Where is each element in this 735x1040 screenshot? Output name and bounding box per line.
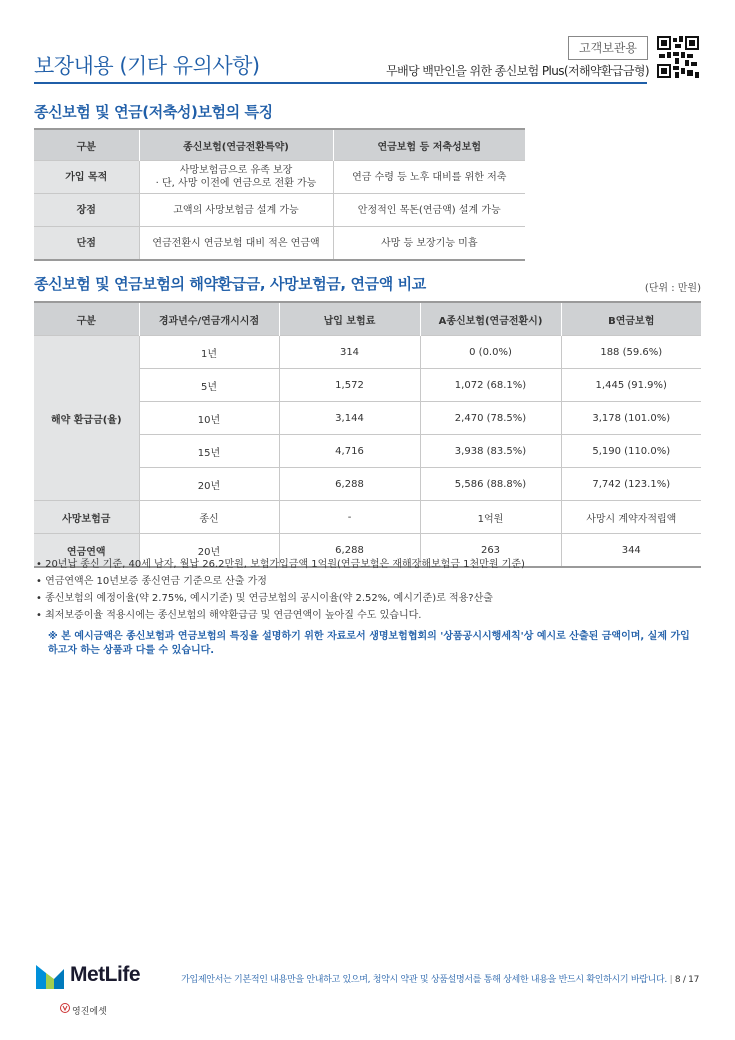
column-header: B연금보험	[561, 302, 701, 336]
table-cell: 안정적인 목돈(연금액) 설계 가능	[333, 194, 525, 227]
table-cell: 6,288	[279, 534, 420, 568]
feature-table	[34, 128, 525, 261]
note-item: • 20년납 종신 기준, 40세 남자, 월납 26.2만원, 보험가입금액 1억원(연금보험은 재해장해보험금 1천만원 기준)	[36, 556, 525, 573]
table-cell	[139, 161, 333, 194]
row-label: 가입 목적	[34, 161, 139, 194]
table-cell: 263	[420, 534, 561, 568]
product-name: 무배당 백만인을 위한 종신보험 Plus(저해약환급금형)	[386, 64, 649, 78]
table-cell: 3,144	[279, 402, 420, 435]
agency-emblem-icon	[60, 1002, 70, 1014]
table-cell: 4,716	[279, 435, 420, 468]
disclaimer-warning: ※ 본 예시금액은 종신보험과 연금보험의 특징을 설명하기 위한 자료로서 생명보험협회의 '상품공시시행세칙'상 예시로 산출된 금액이며, 실제 가입하고자 하는 상품과 다를 수 있습니다.	[48, 631, 690, 656]
table-header-row	[34, 302, 701, 336]
note-item: • 최저보증이율 적용시에는 종신보험의 해약환급금 및 연금연액이 높아질 수도 있습니다.	[36, 607, 525, 624]
table-cell: 1억원	[420, 501, 561, 534]
table-cell: 고액의 사망보험금 설계 가능	[139, 194, 333, 227]
section2-heading: 종신보험 및 연금보험의 해약환급금, 사망보험금, 연금액 비교	[34, 275, 426, 293]
table-cell: 연금전환시 연금보험 대비 적은 연금액	[139, 227, 333, 261]
note-item: • 종신보험의 예정이율(약 2.75%, 예시기준) 및 연금보험의 공시이율(약 2.52%, 예시기준)로 적용?산출	[36, 590, 525, 607]
table-cell: 5,190 (110.0%)	[561, 435, 701, 468]
table-cell: 20년	[139, 468, 279, 501]
page-title: 보장내용 (기타 유의사항)	[34, 54, 260, 78]
table-cell: 15년	[139, 435, 279, 468]
table-header-row	[34, 129, 525, 161]
table-cell: 3,938 (83.5%)	[420, 435, 561, 468]
metlife-logo: MetLife	[70, 963, 140, 986]
table-row	[34, 194, 525, 227]
table-cell: 188 (59.6%)	[561, 336, 701, 369]
table-cell: 7,742 (123.1%)	[561, 468, 701, 501]
table-cell: 344	[561, 534, 701, 568]
section1-heading: 종신보험 및 연금(저축성)보험의 특징	[34, 103, 273, 121]
note-item: • 연금연액은 10년보증 종신연금 기준으로 산출 가정	[36, 573, 525, 590]
unit-label: (단위 : 만원)	[644, 283, 701, 294]
notes-list	[36, 556, 525, 624]
table-cell: 연금 수령 등 노후 대비를 위한 저축	[333, 161, 525, 194]
column-header: 연금보험 등 저축성보험	[333, 129, 525, 161]
cell-line: · 단, 사망 이전에 연금으로 전환 가능	[155, 178, 317, 189]
page-number: 8 / 17	[674, 975, 699, 985]
table-row	[34, 161, 525, 194]
column-header: 납입 보험료	[279, 302, 420, 336]
column-header: 구분	[34, 129, 139, 161]
table-cell: 0 (0.0%)	[420, 336, 561, 369]
table-cell: -	[279, 501, 420, 534]
table-cell: 1년	[139, 336, 279, 369]
title-rule	[34, 82, 647, 84]
table-cell: 1,572	[279, 369, 420, 402]
table-cell: 5년	[139, 369, 279, 402]
table-cell: 1,445 (91.9%)	[561, 369, 701, 402]
column-header: 구분	[34, 302, 139, 336]
comparison-table	[34, 301, 701, 568]
row-label: 단점	[34, 227, 139, 261]
column-header: A종신보험(연금전환시)	[420, 302, 561, 336]
table-row	[34, 501, 701, 534]
table-cell: 사망 등 보장기능 미흡	[333, 227, 525, 261]
qr-code-icon	[657, 36, 699, 78]
footer-notice: 가입제안서는 기본적인 내용만을 안내하고 있으며, 청약시 약관 및 상품설명서를 통해 상세한 내용을 반드시 확인하시기 바랍니다. | 8 / 17	[181, 975, 699, 985]
metlife-logo-icon	[36, 965, 64, 989]
table-cell: 20년	[139, 534, 279, 568]
row-label: 해약 환급금(율)	[34, 336, 139, 501]
table-cell: 3,178 (101.0%)	[561, 402, 701, 435]
customer-copy-badge: 고객보관용	[568, 36, 648, 60]
row-label: 사망보험금	[34, 501, 139, 534]
table-row	[34, 227, 525, 261]
table-row	[34, 336, 701, 369]
table-cell: 5,586 (88.8%)	[420, 468, 561, 501]
agency-logo: 영진에셋	[72, 1007, 107, 1017]
table-cell: 6,288	[279, 468, 420, 501]
table-cell: 사망시 계약자적립액	[561, 501, 701, 534]
row-label: 연금연액	[34, 534, 139, 568]
column-header: 경과년수/연금개시시점	[139, 302, 279, 336]
footer-notice-text: 가입제안서는 기본적인 내용만을 안내하고 있으며, 청약시 약관 및 상품설명서를 통해 상세한 내용을 반드시 확인하시기 바랍니다.	[181, 975, 667, 985]
column-header: 종신보험(연금전환특약)	[139, 129, 333, 161]
table-cell: 종신	[139, 501, 279, 534]
table-cell: 1,072 (68.1%)	[420, 369, 561, 402]
table-cell: 10년	[139, 402, 279, 435]
row-label: 장점	[34, 194, 139, 227]
table-cell: 2,470 (78.5%)	[420, 402, 561, 435]
table-cell: 314	[279, 336, 420, 369]
cell-line: 사망보험금으로 유족 보장	[179, 165, 293, 176]
